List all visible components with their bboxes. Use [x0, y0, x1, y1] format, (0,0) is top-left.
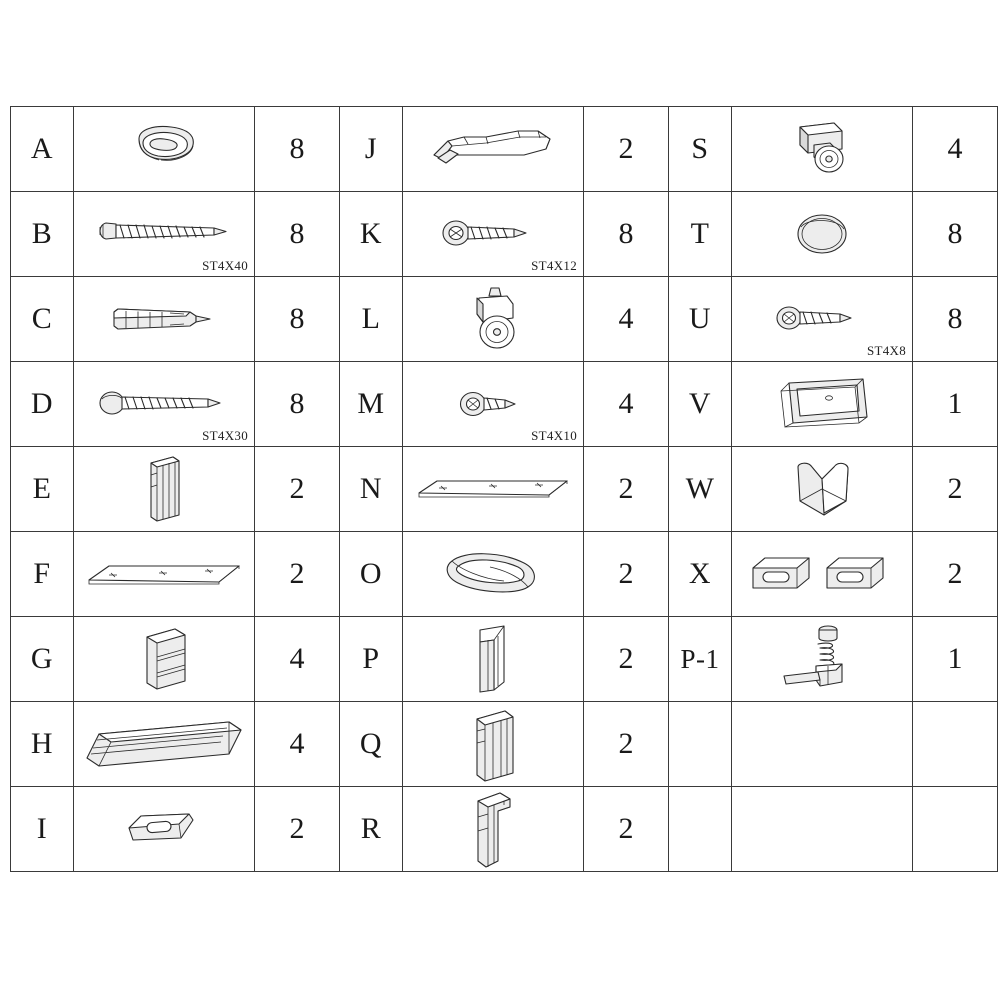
part-image-i — [74, 787, 255, 872]
part-image-o — [403, 532, 584, 617]
part-qty-e: 2 — [255, 447, 340, 532]
part-qty-s: 4 — [913, 107, 998, 192]
part-qty-d: 8 — [255, 362, 340, 447]
part-code-b: ST4X40 — [202, 258, 248, 273]
table-row — [11, 532, 998, 617]
part-letter-n: N — [340, 447, 403, 532]
corner-profile-icon — [403, 617, 583, 701]
part-qty-m: 4 — [584, 362, 669, 447]
part-image-c — [74, 277, 255, 362]
part-letter-p: P — [340, 617, 403, 702]
table-row — [11, 702, 998, 787]
vertical-profile-short-icon — [74, 447, 254, 531]
part-qty-u: 8 — [913, 277, 998, 362]
empty-cell — [669, 702, 732, 787]
part-image-l — [403, 277, 584, 362]
table-row — [11, 107, 998, 192]
part-letter-p1: P-1 — [669, 617, 732, 702]
table-row — [11, 192, 998, 277]
bracket-block-icon — [74, 617, 254, 701]
roller-wheel-assembly-icon — [403, 277, 583, 361]
part-code-d: ST4X30 — [202, 428, 248, 443]
part-qty-r: 2 — [584, 787, 669, 872]
oval-bracket-washer-icon — [74, 107, 254, 191]
roller-wheel-bracket-icon — [732, 107, 912, 191]
part-letter-c: C — [11, 277, 74, 362]
part-letter-i: I — [11, 787, 74, 872]
flat-head-screw-short-icon — [732, 277, 912, 361]
part-letter-v: V — [669, 362, 732, 447]
part-qty-f: 2 — [255, 532, 340, 617]
short-screw-icon — [403, 362, 583, 446]
part-image-t — [732, 192, 913, 277]
part-qty-x: 2 — [913, 532, 998, 617]
part-image-h — [74, 702, 255, 787]
part-qty-h: 4 — [255, 702, 340, 787]
part-qty-o: 2 — [584, 532, 669, 617]
part-image-k — [403, 192, 584, 277]
part-qty-q: 2 — [584, 702, 669, 787]
empty-cell — [913, 702, 998, 787]
part-image-x — [732, 532, 913, 617]
long-rail-profile-icon — [74, 702, 254, 786]
part-letter-k: K — [340, 192, 403, 277]
pan-head-screw-medium-icon — [74, 362, 254, 446]
flat-head-screw-icon — [403, 192, 583, 276]
part-qty-b: 8 — [255, 192, 340, 277]
part-letter-m: M — [340, 362, 403, 447]
part-image-a — [74, 107, 255, 192]
part-image-w — [732, 447, 913, 532]
round-cap-cover-icon — [732, 192, 912, 276]
shower-base-tray-icon — [732, 362, 912, 446]
part-code-k: ST4X12 — [531, 258, 577, 273]
flat-glass-panel-strip-icon — [74, 532, 254, 616]
table-row — [11, 617, 998, 702]
part-letter-q: Q — [340, 702, 403, 787]
small-clamp-plate-icon — [74, 787, 254, 871]
part-letter-d: D — [11, 362, 74, 447]
part-qty-c: 8 — [255, 277, 340, 362]
part-image-f — [74, 532, 255, 617]
part-letter-s: S — [669, 107, 732, 192]
part-letter-h: H — [11, 702, 74, 787]
vertical-profile-tall-icon — [403, 702, 583, 786]
empty-cell — [732, 787, 913, 872]
part-qty-w: 2 — [913, 447, 998, 532]
parts-table — [10, 106, 998, 872]
part-letter-r: R — [340, 787, 403, 872]
empty-cell — [669, 787, 732, 872]
empty-cell — [913, 787, 998, 872]
part-letter-g: G — [11, 617, 74, 702]
part-qty-a: 8 — [255, 107, 340, 192]
part-qty-p1: 1 — [913, 617, 998, 702]
table-row — [11, 447, 998, 532]
part-letter-w: W — [669, 447, 732, 532]
flat-glass-panel-strip-icon — [403, 447, 583, 531]
part-qty-g: 4 — [255, 617, 340, 702]
part-image-u — [732, 277, 913, 362]
part-qty-i: 2 — [255, 787, 340, 872]
part-letter-o: O — [340, 532, 403, 617]
part-image-s — [732, 107, 913, 192]
part-image-p1 — [732, 617, 913, 702]
part-code-m: ST4X10 — [531, 428, 577, 443]
part-letter-b: B — [11, 192, 74, 277]
part-image-r — [403, 787, 584, 872]
part-image-g — [74, 617, 255, 702]
part-image-p — [403, 617, 584, 702]
part-qty-v: 1 — [913, 362, 998, 447]
part-image-b — [74, 192, 255, 277]
table-row — [11, 362, 998, 447]
part-qty-j: 2 — [584, 107, 669, 192]
table-row — [11, 277, 998, 362]
spring-pin-assembly-icon — [732, 617, 912, 701]
part-letter-e: E — [11, 447, 74, 532]
part-qty-k: 8 — [584, 192, 669, 277]
part-letter-l: L — [340, 277, 403, 362]
part-image-v — [732, 362, 913, 447]
empty-cell — [732, 702, 913, 787]
part-letter-t: T — [669, 192, 732, 277]
part-qty-l: 4 — [584, 277, 669, 362]
part-qty-n: 2 — [584, 447, 669, 532]
handle-grip-icon — [403, 532, 583, 616]
clamp-bracket-icon — [403, 107, 583, 191]
part-qty-t: 8 — [913, 192, 998, 277]
corner-cap-cover-icon — [732, 447, 912, 531]
wall-anchor-plug-icon — [74, 277, 254, 361]
part-qty-p: 2 — [584, 617, 669, 702]
part-letter-a: A — [11, 107, 74, 192]
part-image-m — [403, 362, 584, 447]
part-code-u: ST4X8 — [866, 343, 906, 358]
vertical-post-profile-icon — [403, 787, 583, 871]
part-letter-f: F — [11, 532, 74, 617]
part-image-j — [403, 107, 584, 192]
pan-head-screw-long-icon — [74, 192, 254, 276]
part-letter-u: U — [669, 277, 732, 362]
part-image-d — [74, 362, 255, 447]
part-image-e — [74, 447, 255, 532]
part-letter-x: X — [669, 532, 732, 617]
end-cap-pair-icon — [732, 532, 912, 616]
part-image-q — [403, 702, 584, 787]
table-row — [11, 787, 998, 872]
part-letter-j: J — [340, 107, 403, 192]
part-image-n — [403, 447, 584, 532]
